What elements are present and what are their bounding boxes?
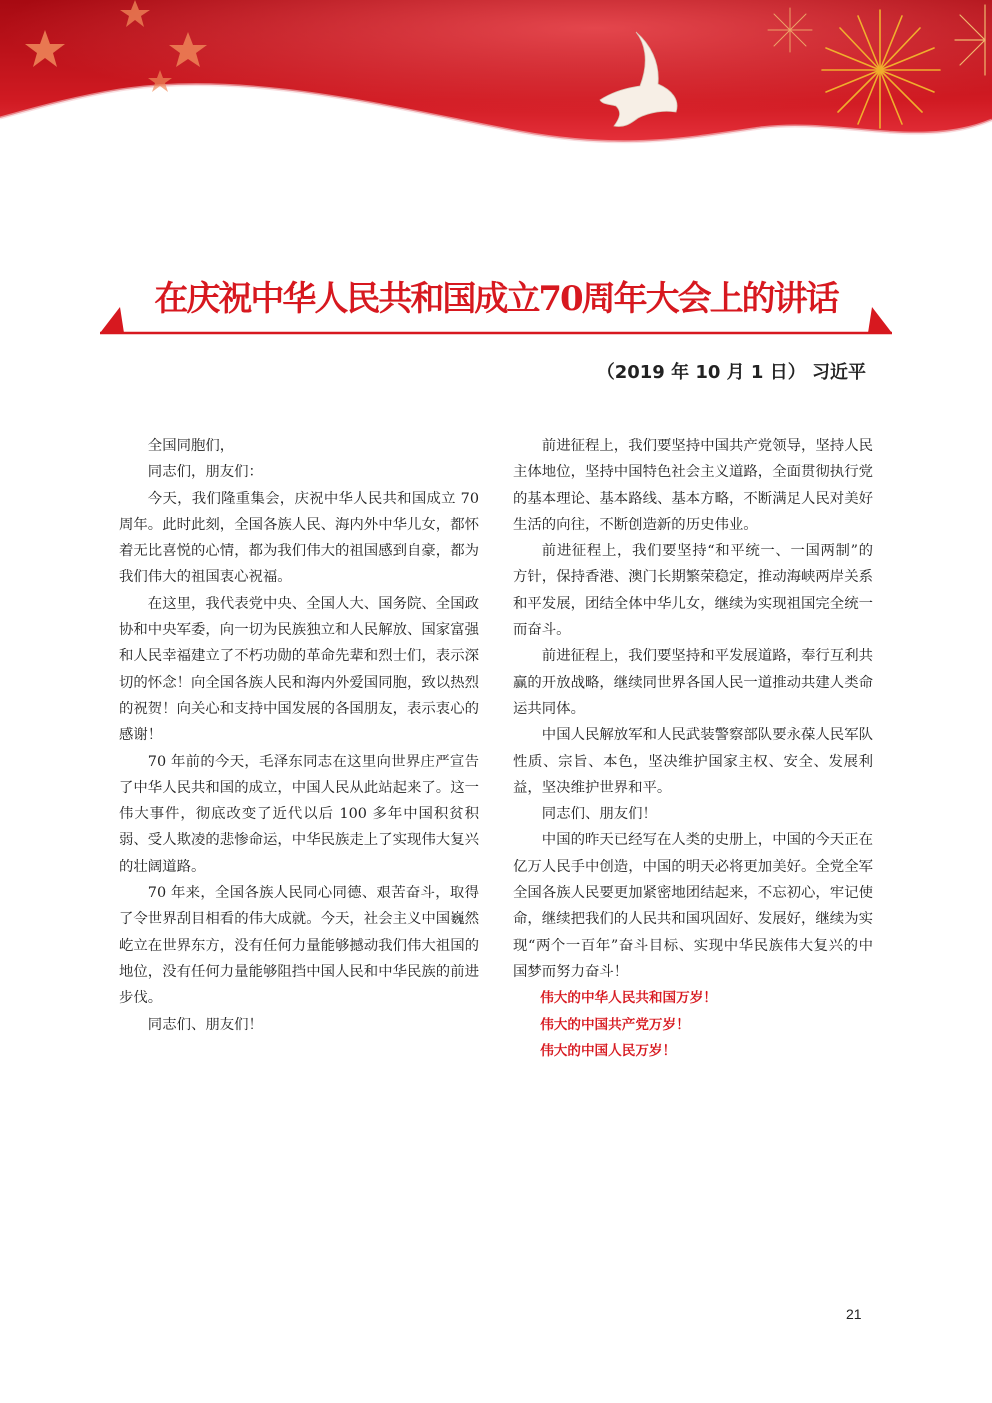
paragraph: 70 年前的今天，毛泽东同志在这里向世界庄严宣告了中华人民共和国的成立，中国人民从此站起来了。这一伟大事件，彻底改变了近代以后 100 多年中国积贫积弱、受人欺凌的悲惨命运，中华民族走上了实现伟大复兴的壮阔道路。 — [119, 753, 479, 875]
paragraph: 全国同胞们， — [147, 438, 235, 454]
paragraph: 前进征程上，我们要坚持中国共产党领导，坚持人民主体地位，坚持中国特色社会主义道路，全面贯彻执行党的基本理论、基本路线、基本方略，不断满足人民对美好生活的向往，不断创造新的历史伟业。 — [513, 438, 873, 533]
cheer-line: 伟大的中国人民万岁！ — [540, 1042, 677, 1059]
paragraph: 前进征程上，我们要坚持和平发展道路，奉行互利共赢的开放战略，继续同世界各国人民一道推动共建人类命运共同体。 — [513, 648, 873, 717]
paragraph: 今天，我们隆重集会，庆祝中华人民共和国成立 70 周年。此时此刻，全国各族人民、海内外中华儿女，都怀着无比喜悦的心情，都为我们伟大的祖国感到自豪，都为我们伟大的祖国衷心祝福。 — [119, 490, 479, 586]
paragraph: 同志们、朋友们！ — [147, 1016, 263, 1033]
page-title: 在庆祝中华人民共和国成立70周年大会上的讲话 — [154, 279, 838, 319]
paragraph: 同志们、朋友们！ — [541, 806, 657, 823]
header-banner — [0, 0, 992, 150]
body-column-right — [513, 433, 873, 1064]
cheer-line: 伟大的中国共产党万岁！ — [540, 1016, 690, 1033]
page-number: 21 — [846, 1306, 862, 1322]
cheer-line: 伟大的中华人民共和国万岁！ — [540, 990, 717, 1007]
paragraph: 在这里，我代表党中央、全国人大、国务院、全国政协和中央军委，向一切为民族独立和人民解放、国家富强和人民幸福建立了不朽功勋的革命先辈和烈士们，表示深切的怀念！向全国各族人民和海内外爱国同胞，致以热烈的祝贺！向关心和支持中国发展的各国朋友，表示衷心的感谢！ — [119, 595, 479, 744]
paragraph: 70 年来，全国各族人民同心同德、艰苦奋斗，取得了令世界刮目相看的伟大成就。今天，社会主义中国巍然屹立在世界东方，没有任何力量能够撼动我们伟大祖国的地位，没有任何力量能够阻挡中国人民和中华民族的前进步伐。 — [119, 885, 479, 1007]
paragraph: 中国的昨天已经写在人类的史册上，中国的今天正在亿万人民手中创造，中国的明天必将更加美好。全党全军全国各族人民要更加紧密地团结起来，不忘初心，牢记使命，继续把我们的人民共和国巩固好、发展好，继续为实现“两个一百年”奋斗目标、实现中华民族伟大复兴的中国梦而努力奋斗！ — [513, 832, 873, 980]
body-column-left — [119, 433, 479, 1038]
firework-icon — [768, 8, 812, 52]
title-block — [100, 255, 892, 340]
byline: （2019 年 10 月 1 日） 习近平 — [596, 362, 866, 383]
paragraph: 前进征程上，我们要坚持“和平统一、一国两制”的方针，保持香港、澳门长期繁荣稳定，推动海峡两岸关系和平发展，团结全体中华儿女，继续为实现祖国完全统一而奋斗。 — [513, 543, 873, 639]
paragraph: 同志们，朋友们： — [147, 464, 263, 481]
paragraph: 中国人民解放军和人民武装警察部队要永葆人民军队性质、宗旨、本色，坚决维护国家主权、安全、发展利益，坚决维护世界和平。 — [513, 727, 873, 796]
